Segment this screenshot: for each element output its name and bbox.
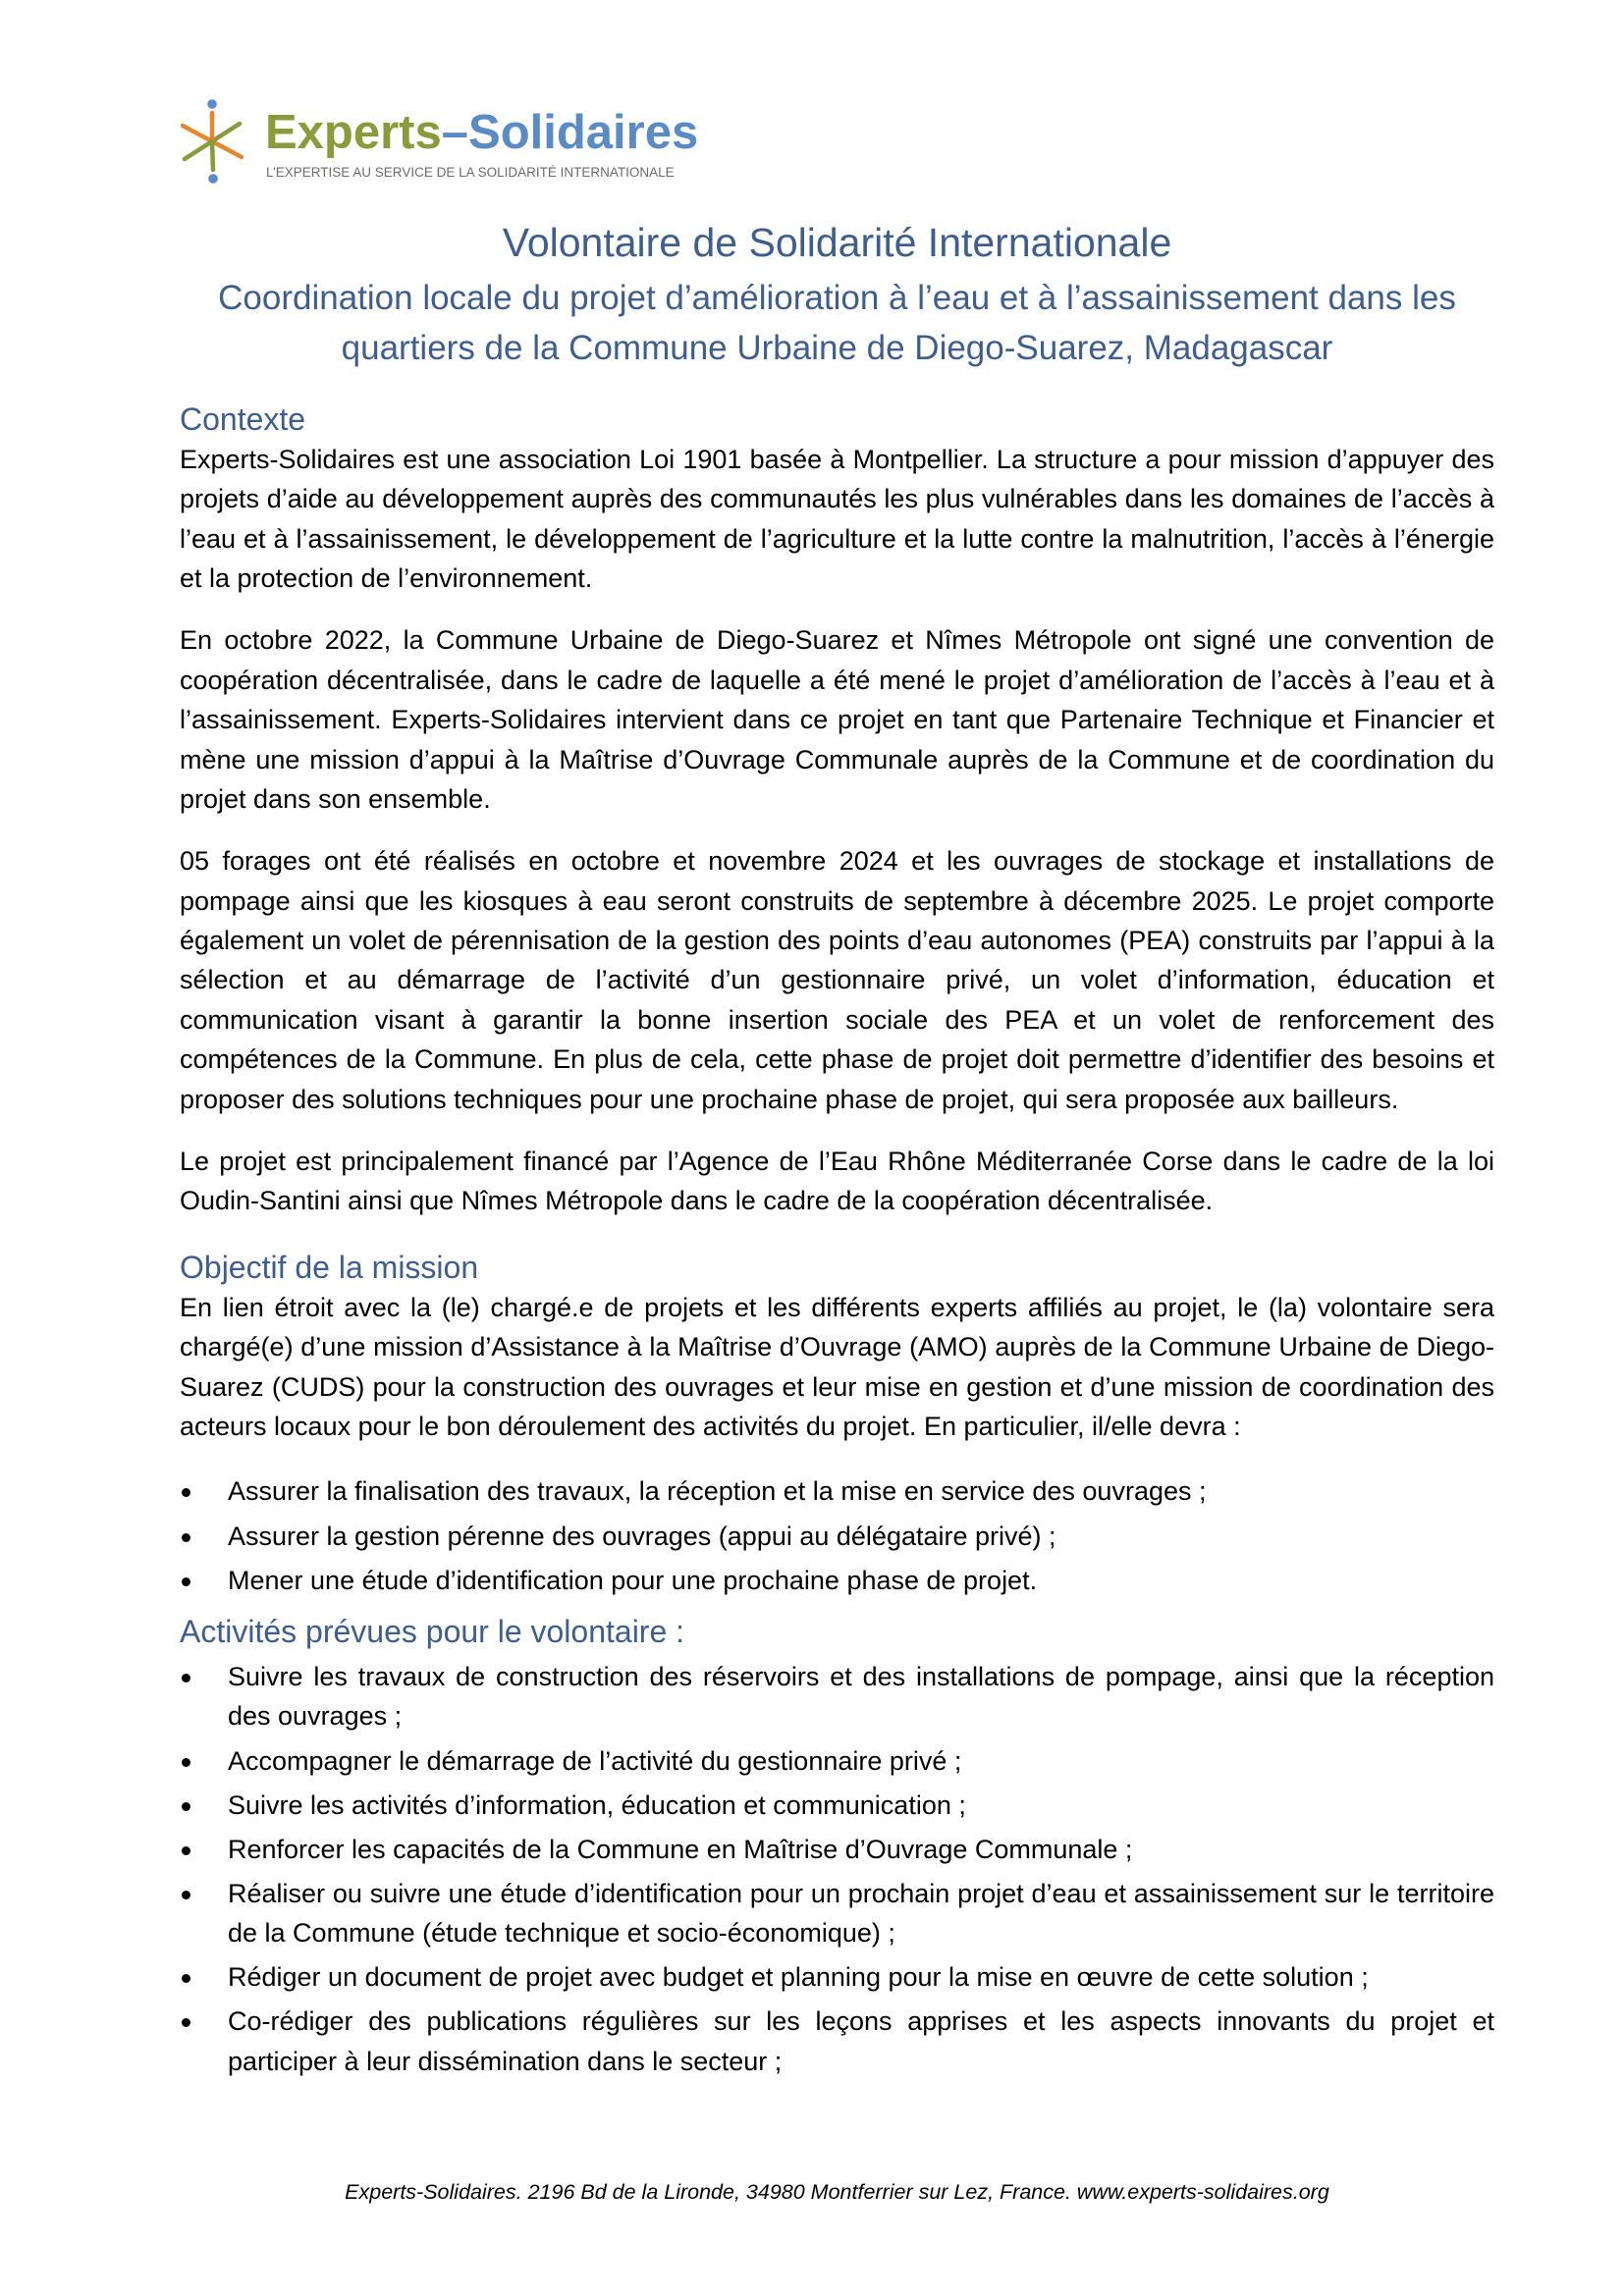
bullet-point: [182, 1577, 190, 1586]
list-item-text: Mener une étude d’identification pour une prochaine phase de projet.: [228, 1565, 1038, 1595]
list-item-text: Réaliser ou suivre une étude d’identification pour un prochain projet d’eau et assainissement sur le territoire de la Commune (étude technique et socio-économique) ;: [228, 1878, 1494, 1949]
bullet-point: [182, 1488, 190, 1497]
list-item: [180, 1657, 1494, 1736]
paragraph: 05 forages ont été réalisés en octobre et novembre 2024 et les ouvrages de stockage et installations de pompage ainsi que les kiosques à eau seront construits de septembre à décembre 2025. Le projet comporte également un volet de pérennisation de la gestion des points d’eau autonomes (PEA) construits par l’appui à la sélection et au démarrage de l’activité d’un gestionnaire privé, un volet d’information, éducation et communication visant à garantir la bonne insertion sociale des PEA et un volet de renforcement des compétences de la Commune. En plus de cela, cette phase de projet doit permettre d’identifier des besoins et proposer des solutions techniques pour une prochaine phase de projet, qui sera proposée aux bailleurs.: [180, 846, 1494, 1114]
bullet-point: [182, 1891, 190, 1899]
document-body: [180, 399, 1494, 2086]
list-item: [180, 1517, 1494, 1556]
list-item-text: Rédiger un document de projet avec budget et planning pour la mise en œuvre de cette solution ;: [228, 1962, 1369, 1993]
list-item-text: Assurer la gestion pérenne des ouvrages (appui au délégataire privé) ;: [228, 1521, 1056, 1551]
list-item: [180, 1471, 1494, 1511]
logo-word-solidaires: Solidaires: [468, 106, 699, 159]
paragraph: En octobre 2022, la Commune Urbaine de Diego-Suarez et Nîmes Métropole ont signé une convention de coopération décentralisée, dans le cadre de laquelle a été mené le projet d’amélioration de l’accès à l’eau et à l’assainissement. Experts-Solidaires intervient dans ce projet en tant que Partenaire Technique et Financier et mène une mission d’appui à la Maîtrise d’Ouvrage Communale auprès de la Commune et de coordination du projet dans son ensemble.: [180, 625, 1494, 815]
list-item-text: Suivre les activités d’information, éducation et communication ;: [228, 1789, 966, 1820]
bullet-point: [182, 1533, 190, 1542]
organization-logo: [0, 0, 746, 196]
logo-tagline: L’EXPERTISE AU SERVICE DE LA SOLIDARITÉ INTERNATIONALE: [266, 165, 675, 180]
list-item-text: Renforcer les capacités de la Commune en Maîtrise d’Ouvrage Communale ;: [228, 1834, 1133, 1864]
section-heading-activites: Activités prévues pour le volontaire :: [180, 1614, 685, 1650]
bullet-point: [182, 1674, 190, 1682]
section-heading-objectif: Objectif de la mission: [180, 1249, 479, 1285]
list-item-text: Assurer la finalisation des travaux, la réception et la mise en service des ouvrages ;: [228, 1476, 1207, 1507]
activities-bullet-list: [180, 1657, 1494, 2081]
logo-starburst-icon: [175, 96, 245, 187]
section-heading-contexte: Contexte: [180, 401, 306, 437]
bullet-point: [182, 2018, 190, 2027]
list-item-text: Co-rédiger des publications régulières sur les leçons apprises et les aspects innovants du projet et participer à leur dissémination dans le secteur ;: [228, 2006, 1494, 2076]
list-item: [180, 1561, 1494, 1600]
document-subtitle: Coordination locale du projet d’amélioration à l’eau et à l’assainissement dans les quartiers de la Commune Urbaine de Diego-Suarez, Madagascar: [218, 279, 1456, 367]
list-item: [180, 1957, 1494, 1997]
bullet-point: [182, 1802, 190, 1811]
list-item: [180, 1741, 1494, 1781]
objectives-bullet-list: [180, 1471, 1494, 1600]
list-item: [180, 1786, 1494, 1825]
bullet-point: [182, 1846, 190, 1855]
bullet-point: [182, 1758, 190, 1767]
list-item: [180, 2002, 1494, 2081]
footer-address: Experts-Solidaires. 2196 Bd de la Lironde, 34980 Montferrier sur Lez, France. www.experts-solidaires.org: [345, 2180, 1329, 2204]
list-item-text: Suivre les travaux de construction des réservoirs et des installations de pompage, ainsi que la réception des ouvrages ;: [228, 1662, 1494, 1732]
list-item: [180, 1874, 1494, 1953]
logo-word-experts: Experts: [265, 106, 442, 159]
list-item-text: Accompagner le démarrage de l’activité du gestionnaire privé ;: [228, 1745, 962, 1776]
bullet-point: [182, 1974, 190, 1983]
document-title: Volontaire de Solidarité Internationale: [502, 220, 1172, 265]
logo-wordmark: [265, 106, 699, 159]
list-item: [180, 1830, 1494, 1869]
paragraph: Le projet est principalement financé par l’Agence de l’Eau Rhône Méditerranée Corse dans le cadre de la loi Oudin-Santini ainsi que Nîmes Métropole dans le cadre de la coopération décentralisée.: [180, 1146, 1494, 1216]
paragraph: En lien étroit avec la (le) chargé.e de projets et les différents experts affiliés au projet, le (la) volontaire sera chargé(e) d’une mission d’Assistance à la Maîtrise d’Ouvrage (AMO) auprès de la Commune Urbaine de Diego-Suarez (CUDS) pour la construction des ouvrages et leur mise en gestion et d’une mission de coordination des acteurs locaux pour le bon déroulement des activités du projet. En particulier, il/elle devra :: [180, 1292, 1494, 1442]
paragraph: Experts-Solidaires est une association Loi 1901 basée à Montpellier. La structure a pour mission d’appuyer des projets d’aide au développement auprès des communautés les plus vulnérables dans les domaines de l’accès à l’eau et à l’assainissement, le développement de l’agriculture et la lutte contre la malnutrition, l’accès à l’énergie et la protection de l’environnement.: [180, 445, 1494, 594]
logo-separator: –: [441, 106, 469, 159]
